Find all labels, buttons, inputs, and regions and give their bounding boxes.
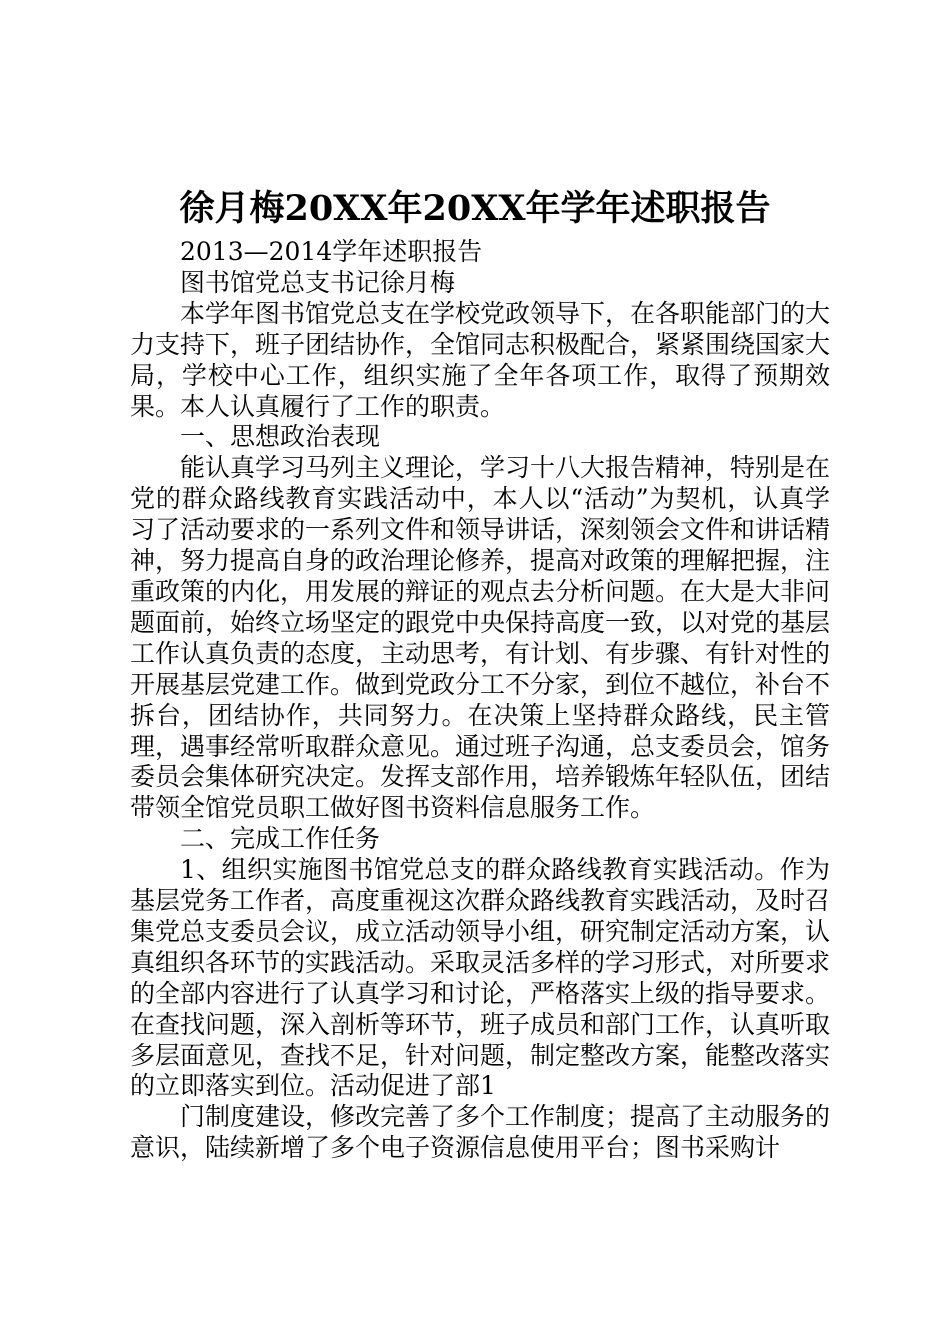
section-heading-1: 一、思想政治表现	[180, 422, 381, 452]
section-heading-2: 二、完成工作任务	[180, 824, 381, 854]
document-body	[130, 237, 830, 1164]
document-title: 徐月梅20XX年20XX年学年述职报告	[179, 188, 771, 229]
paragraph-author: 图书馆党总支书记徐月梅	[180, 267, 456, 297]
paragraph-political: 能认真学习马列主义理论，学习十八大报告精神，特别是在党的群众路线教育实践活动中，本人以“活动”为契机，认真学习了活动要求的一系列文件和领导讲话，深刻领会文件和讲话精神，努力提高自身的政治理论修养，提高对政策的理解把握，注重政策的内化，用发展的辩证的观点去分析问题。在大是大非问题面前，始终立场坚定的跟党中央保持高度一致，以对党的基层工作认真负责的态度，主动思考，有计划、有步骤、有针对性的开展基层党建工作。做到党政分工不分家，到位不越位，补台不拆台，团结协作，共同努力。在决策上坚持群众路线，民主管理，遇事经常听取群众意见。通过班子沟通，总支委员会，馆务委员会集体研究决定。发挥支部作用，培养锻炼年轻队伍，团结带领全馆党员职工做好图书资料信息服务工作。	[130, 453, 831, 823]
paragraph-subtitle: 2013—2014学年述职报告	[180, 237, 483, 266]
paragraph-task-1: 1、组织实施图书馆党总支的群众路线教育实践活动。作为基层党务工作者，高度重视这次群众路线教育实践活动，及时召集党总支委员会议，成立活动领导小组，研究制定活动方案，认真组织各环节的实践活动。采取灵活多样的学习形式，对所要求的全部内容进行了认真学习和讨论，严格落实上级的指导要求。在查找问题，深入剖析等环节，班子成员和部门工作，认真听取多层面意见，查找不足，针对问题，制定整改方案，能整改落实的立即落实到位。活动促进了部1	[130, 855, 831, 1101]
paragraph-intro: 本学年图书馆党总支在学校党政领导下，在各职能部门的大力支持下，班子团结协作，全馆同志积极配合，紧紧围绕国家大局，学校中心工作，组织实施了全年各项工作，取得了预期效果。本人认真履行了工作的职责。	[130, 298, 831, 421]
paragraph-task-1-cont: 门制度建设，修改完善了多个工作制度；提高了主动服务的意识，陆续新增了多个电子资源信息使用平台；图书采购计	[130, 1102, 831, 1163]
